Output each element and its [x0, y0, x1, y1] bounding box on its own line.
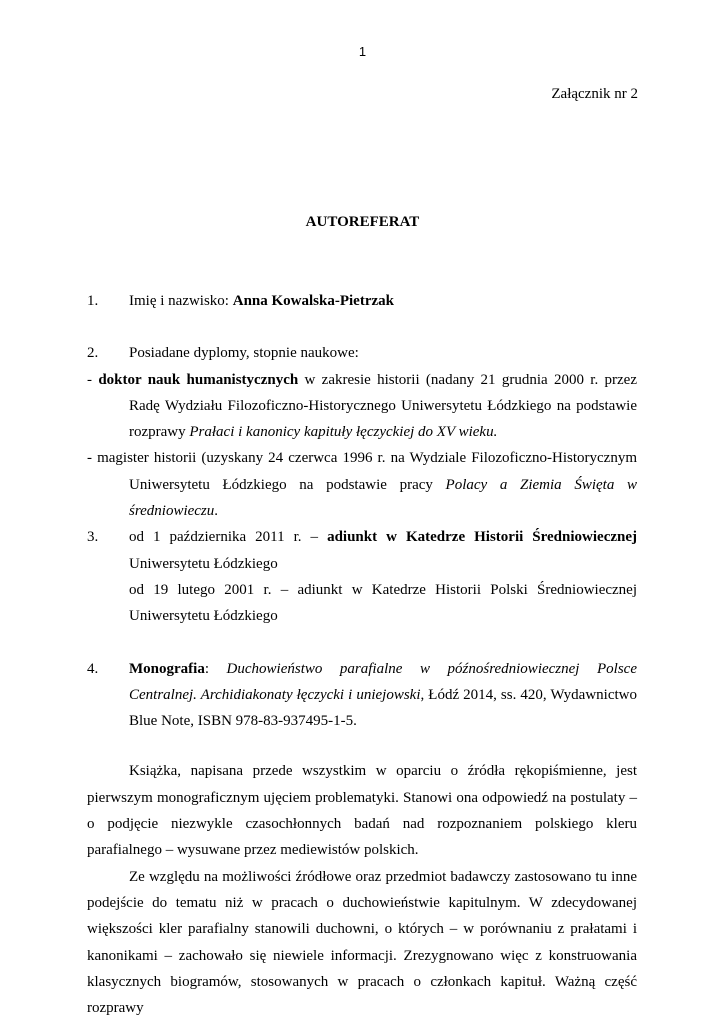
item-1 [87, 288, 637, 314]
page-number: 1 [358, 44, 367, 59]
item-1-number: 1. [87, 293, 99, 309]
employment-current-institution: Uniwersytetu Łódzkiego [129, 555, 278, 572]
diploma-master-thesis: Polacy a Ziemia Święta w średniowieczu [129, 476, 637, 520]
item-2-label: Posiadane dyplomy, stopnie naukowe: [129, 345, 359, 362]
diploma-doctor-degree: doktor nauk humanistycznych [98, 371, 299, 388]
item-4-number: 4. [87, 660, 99, 677]
employment-current-position: adiunkt w Katedrze Historii Średniowiecznej [327, 529, 638, 546]
diploma-master [87, 445, 637, 524]
employment-current [129, 524, 637, 577]
diploma-doctor-thesis: Prałaci i kanonicy kapituły łęczyckiej do XV wieku. [189, 424, 498, 441]
employment-previous: od 19 lutego 2001 r. – adiunkt w Katedrze Historii Polski Średniowiecznej Uniwersytetu Łódzkiego [129, 581, 637, 625]
body-paragraph-2: Ze względu na możliwości źródłowe oraz przedmiot badawczy zastosowano tu inne podejście do tematu niż w pracach o duchowieństwie kapitulnym. W zdecydowanej większości kler parafialny stanowili duchowni, o których – w porównaniu z prałatami i kanonikami – zachowało się niewiele informacji. Zrezygnowano więc z konstruowania klasycznych biogramów, stosowanych w pracach o członkach kapituł. Ważną część rozprawy [87, 868, 637, 1017]
monograph-title: Duchowieństwo parafialne w późnośredniowiecznej Polsce Centralnej. Archidiakonaty łęczycki i uniejowski [129, 660, 637, 703]
document-title: AUTOREFERAT [305, 214, 420, 230]
monograph-colon: : [204, 660, 227, 677]
item-3 [87, 524, 637, 629]
diploma-master-end: . [214, 503, 219, 520]
item-2-number: 2. [87, 345, 99, 362]
diploma-master-text: - magister historii (uzyskany 24 czerwca 1996 r. na Wydziale Filozoficzno-Historycznym Uniwersytetu Łódzkiego na podstawie pracy [87, 450, 637, 493]
employment-current-date: od 1 października 2011 r. – [129, 529, 328, 546]
item-2 [87, 340, 637, 366]
name-label: Imię i nazwisko: [129, 293, 233, 309]
monograph-label: Monografia [129, 660, 205, 677]
diploma-doctor-prefix: - [87, 371, 99, 388]
attachment-label: Załącznik nr 2 [551, 86, 638, 102]
item-4-text [129, 656, 637, 735]
item-3-text [129, 524, 637, 629]
item-3-number: 3. [87, 529, 99, 546]
diploma-doctor [87, 367, 637, 446]
item-4 [87, 656, 637, 735]
body-paragraph-1: Książka, napisana przede wszystkim w oparciu o źródła rękopiśmienne, jest pierwszym monograficznym ujęciem problematyki. Stanowi ona odpowiedź na postulaty – o podjęcie niezwykle czasochłonnych badań nad rozpoznaniem polskiego kleru parafialnego – wysuwane przez mediewistów polskich. [87, 763, 637, 859]
document-body [87, 288, 637, 1021]
item-1-text [129, 288, 637, 314]
diploma-doctor-text: w zakresie historii (nadany 21 grudnia 2000 r. przez Radę Wydziału Filozoficzno-Historycznego Uniwersytetu Łódzkiego na podstawie rozprawy [129, 371, 638, 441]
monograph-details: , Łódź 2014, ss. 420, Wydawnictwo Blue Note, ISBN 978-83-937495-1-5. [129, 686, 637, 730]
author-name: Anna Kowalska-Pietrzak [232, 293, 394, 309]
